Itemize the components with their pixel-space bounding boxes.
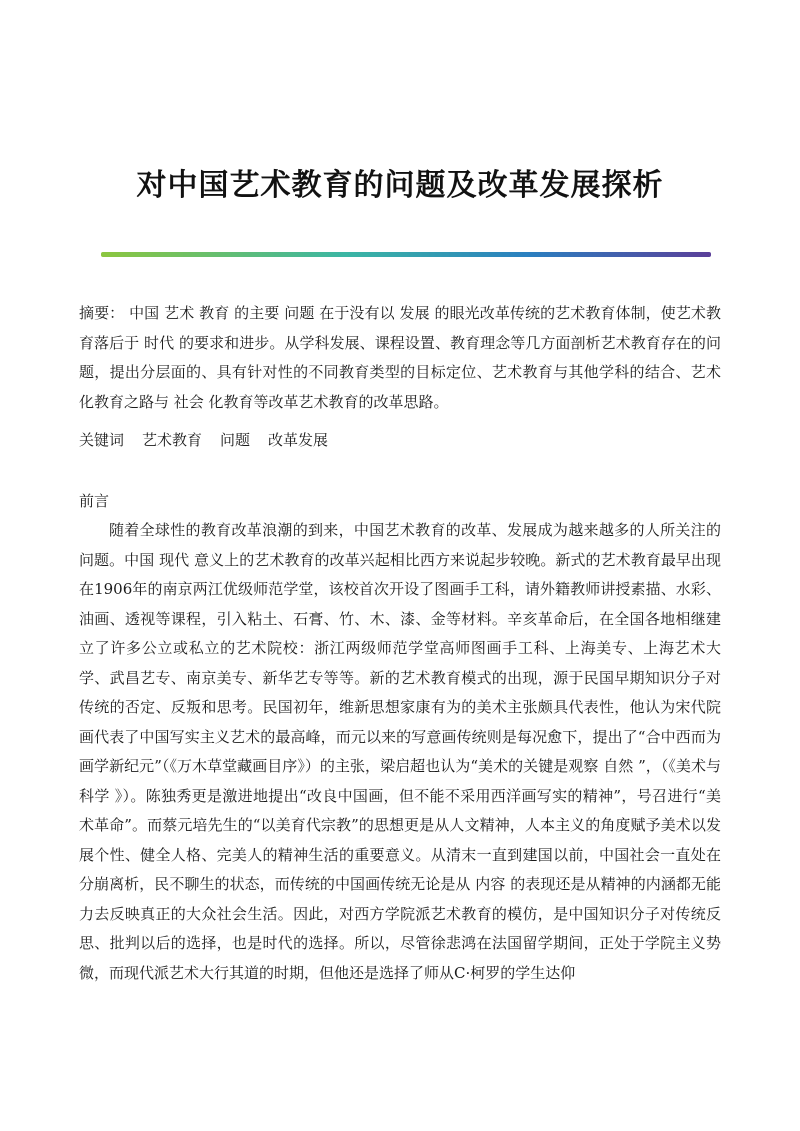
keywords-line	[79, 426, 721, 456]
body-paragraph: 随着全球性的教育改革浪潮的到来，中国艺术教育的改革、发展成为越来越多的人所关注的问题。中国 现代 意义上的艺术教育的改革兴起相比西方来说起步较晚。新式的艺术教育最早出现在1906年的南京两江优级师范学堂，该校首次开设了图画手工科，请外籍教师讲授素描、水彩、油画、透视等课程，引入粘土、石膏、竹、木、漆、金等材料。辛亥革命后，在全国各地相继建立了许多公立或私立的艺术院校：浙江两级师范学堂高师图画手工科、上海美专、上海艺术大学、武昌艺专、南京美专、新华艺专等等。新的艺术教育模式的出现，源于民国早期知识分子对传统的否定、反叛和思考。民国初年，维新思想家康有为的美术主张颇具代表性，他认为宋代院画代表了中国写实主义艺术的最高峰，而元以来的写意画传统则是每况愈下，提出了“合中西而为画学新纪元”（《万木草堂藏画目序》）的主张，梁启超也认为“美术的关键是观察 自然 ”，（《美术与 科学 》）。陈独秀更是激进地提出“改良中国画，但不能不采用西洋画写实的精神”，号召进行“美术革命”。而蔡元培先生的“以美育代宗教”的思想更是从人文精神，人本主义的角度赋予美术以发展个性、健全人格、完美人的精神生活的重要意义。从清末一直到建国以前，中国社会一直处在分崩离析，民不聊生的状态，而传统的中国画传统无论是从 内容 的表现还是从精神的内涵都无能力去反映真正的大众社会生活。因此，对西方学院派艺术教育的模仿，是中国知识分子对传统反思、批判以后的选择，也是时代的选择。所以，尽管徐悲鸿在法国留学期间，正处于学院主义势微，而现代派艺术大行其道的时期，但他还是选择了师从C·柯罗的学生达仰	[79, 521, 721, 982]
abstract	[79, 299, 721, 417]
abstract-text: 中国 艺术 教育 的主要 问题 在于没有以 发展 的眼光改革传统的艺术教育体制，使艺术教育落后于 时代 的要求和进步。从学科发展、课程设置、教育理念等几方面剖析艺术教育存在的问题，提出分层面的、具有针对性的不同教育类型的目标定位、艺术教育与其他学科的结合、艺术化教育之路与 社会 化教育等改革艺术教育的改革思路。	[79, 304, 721, 411]
keyword-item: 艺术教育	[142, 431, 203, 449]
title-divider	[101, 252, 711, 257]
keyword-item: 问题	[220, 431, 251, 449]
keyword-item: 改革发展	[268, 431, 329, 449]
keywords-label: 关键词	[79, 431, 125, 449]
document-title: 对中国艺术教育的问题及改革发展探析	[136, 168, 664, 203]
section-title: 前言	[79, 492, 110, 510]
abstract-label: 摘要：	[79, 304, 125, 322]
